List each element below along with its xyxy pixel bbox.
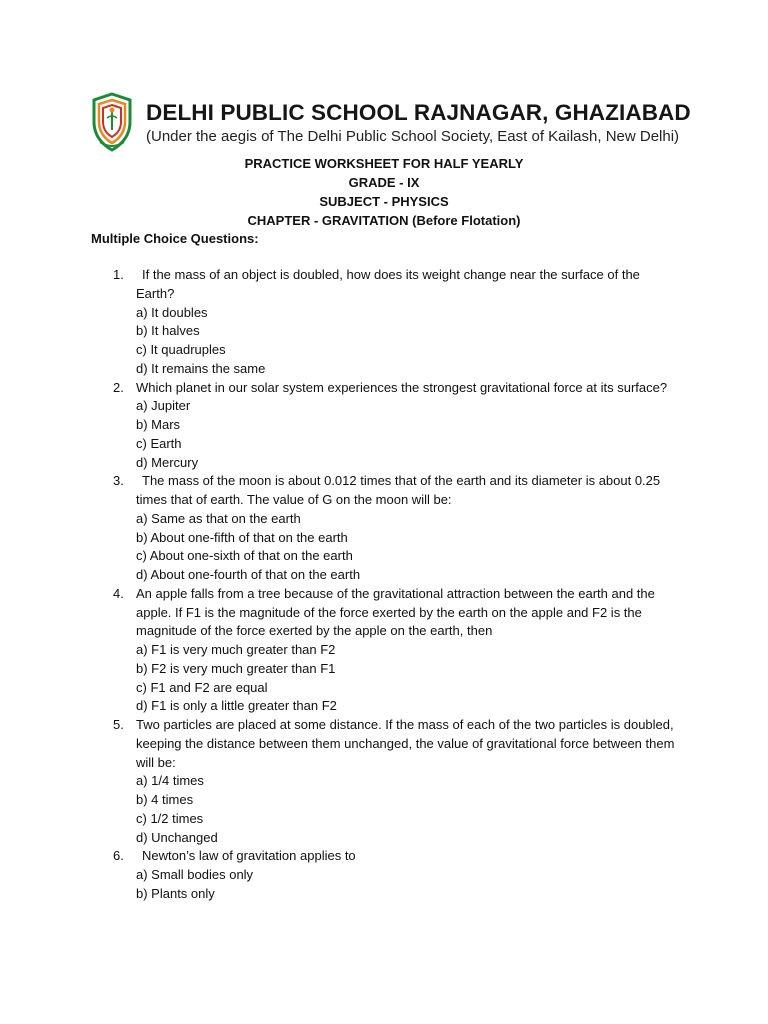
question-number: 5. bbox=[113, 717, 124, 732]
question-text: An apple falls from a tree because of the gravitational attraction between the earth and the apple. If F1 is the magnitude of the force exerted by the earth on the apple and F2 is the magnitude of the force exerted by the apple on the earth, then bbox=[136, 585, 655, 639]
answer-option: b) 4 times bbox=[136, 792, 194, 807]
school-name: DELHI PUBLIC SCHOOL RAJNAGAR, GHAZIABAD bbox=[146, 100, 691, 125]
question-number: 2. bbox=[113, 379, 124, 395]
question-item bbox=[0, 266, 768, 379]
worksheet-title: PRACTICE WORKSHEET FOR HALF YEARLY bbox=[244, 156, 524, 171]
answer-option: d) It remains the same bbox=[136, 360, 266, 376]
answer-option: d) Mercury bbox=[136, 454, 199, 470]
question-number: 6. bbox=[113, 848, 124, 864]
question-number: 4. bbox=[113, 585, 124, 601]
answer-option: c) F1 and F2 are equal bbox=[136, 679, 268, 695]
answer-option: b) It halves bbox=[136, 323, 200, 339]
answer-option: a) Same as that on the earth bbox=[136, 510, 301, 526]
answer-option: d) About one-fourth of that on the earth bbox=[136, 567, 361, 582]
question-item bbox=[0, 585, 768, 716]
question-text: The mass of the moon is about 0.012 times that of the earth and its diameter is about 0.25 times that of earth. The value of G on the moon will be: bbox=[136, 473, 661, 507]
answer-option: a) Small bodies only bbox=[136, 867, 254, 882]
grade-label: GRADE - IX bbox=[348, 175, 420, 190]
answer-option: b) Mars bbox=[136, 417, 181, 432]
answer-option: b) F2 is very much greater than F1 bbox=[136, 660, 336, 676]
answer-option: c) About one-sixth of that on the earth bbox=[136, 548, 353, 564]
question-text: Newton’s law of gravitation applies to bbox=[142, 848, 356, 864]
answer-option: b) About one-fifth of that on the earth bbox=[136, 529, 348, 545]
question-list bbox=[0, 266, 768, 904]
question-item bbox=[0, 472, 768, 585]
school-crest-icon bbox=[90, 92, 134, 152]
question-text: Two particles are placed at some distance. If the mass of each of the two particles is doubled, keeping the distance between them unchanged, the value of gravitational force between them will be: bbox=[136, 717, 675, 770]
question-text: Which planet in our solar system experiences the strongest gravitational force at its surface? bbox=[136, 379, 668, 395]
chapter-label: CHAPTER - GRAVITATION (Before Flotation) bbox=[247, 213, 521, 228]
question-item bbox=[0, 379, 768, 473]
answer-option: c) 1/2 times bbox=[136, 810, 204, 826]
answer-option: c) Earth bbox=[136, 435, 182, 451]
school-subtitle: (Under the aegis of The Delhi Public School Society, East of Kailash, New Delhi) bbox=[146, 128, 680, 145]
question-number: 3. bbox=[113, 473, 124, 489]
answer-option: b) Plants only bbox=[136, 885, 215, 901]
answer-option: d) Unchanged bbox=[136, 829, 218, 845]
answer-option: a) Jupiter bbox=[136, 398, 191, 414]
worksheet-titles bbox=[0, 154, 768, 230]
question-item bbox=[0, 716, 768, 847]
question-item bbox=[0, 847, 768, 903]
answer-option: a) F1 is very much greater than F2 bbox=[136, 642, 336, 657]
subject-label: SUBJECT - PHYSICS bbox=[319, 194, 449, 209]
section-heading: Multiple Choice Questions: bbox=[91, 231, 259, 246]
answer-option: a) 1/4 times bbox=[136, 773, 204, 789]
answer-option: a) It doubles bbox=[136, 304, 208, 320]
answer-option: d) F1 is only a little greater than F2 bbox=[136, 698, 337, 714]
question-text: If the mass of an object is doubled, how does its weight change near the surface of the Earth? bbox=[136, 267, 640, 301]
question-number: 1. bbox=[113, 267, 124, 282]
answer-option: c) It quadruples bbox=[136, 342, 226, 357]
school-header bbox=[88, 90, 691, 154]
